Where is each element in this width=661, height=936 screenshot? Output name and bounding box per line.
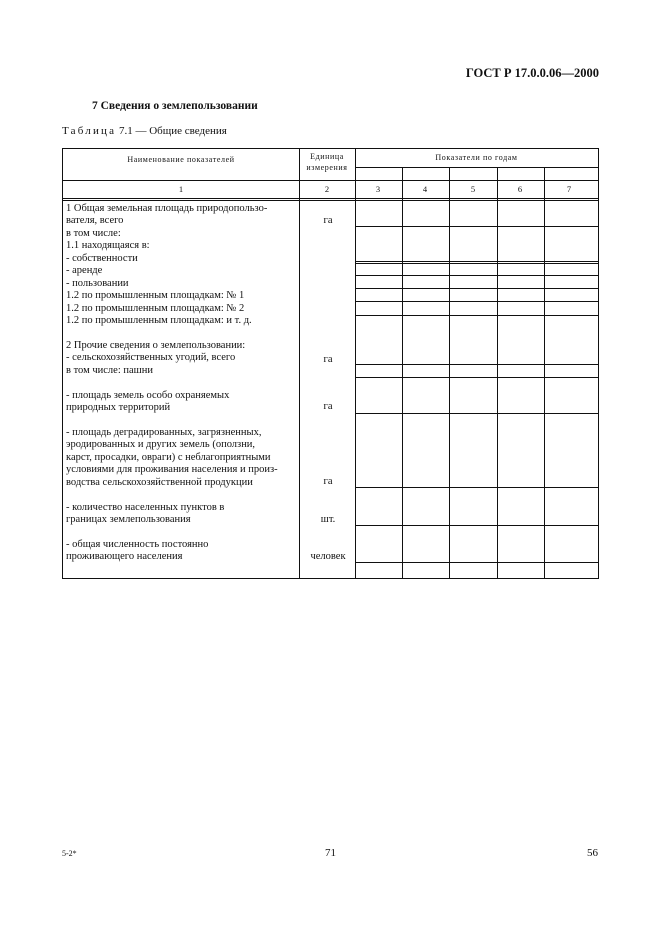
unit-cell: шт. <box>320 514 336 525</box>
row-divider <box>355 377 598 378</box>
row-text: 2 Прочие сведения о землепользовании: <box>66 340 246 351</box>
unit-cell: га <box>323 401 333 412</box>
row-text: - общая численность постоянно <box>66 539 209 550</box>
row-divider <box>355 288 598 289</box>
row-text: - площадь деградированных, загрязненных, <box>66 427 262 438</box>
row-divider <box>355 525 598 526</box>
row-divider <box>355 301 598 302</box>
general-info-table <box>62 148 599 579</box>
row-divider <box>355 226 598 227</box>
unit-cell: га <box>323 476 333 487</box>
row-text: карст, просадки, овраги) с неблагоприятными <box>66 452 271 463</box>
column-number: 7 <box>566 184 572 194</box>
row-text: водства сельскохозяйственной продукции <box>66 477 253 488</box>
row-divider <box>355 562 598 563</box>
row-text: - пользовании <box>66 278 129 289</box>
column-number: 6 <box>517 184 523 194</box>
column-header-years: Показатели по годам <box>435 153 518 162</box>
column-header-unit-line1: Единица <box>310 152 344 161</box>
row-divider <box>355 275 598 276</box>
column-number: 3 <box>375 184 381 194</box>
row-divider <box>63 200 598 201</box>
row-text: - собственности <box>66 253 138 264</box>
document-code: ГОСТ Р 17.0.0.06—2000 <box>465 66 599 80</box>
row-text: проживающего населения <box>66 551 183 562</box>
unit-cell: га <box>323 354 333 365</box>
footer-left-mark: 5-2* <box>62 849 77 858</box>
row-text: 1 Общая земельная площадь природопользо- <box>66 203 268 214</box>
column-divider <box>544 167 545 578</box>
column-header-unit-line2: измерения <box>306 163 348 172</box>
row-text: природных территорий <box>66 402 171 413</box>
footer-page-number: 71 <box>325 847 336 859</box>
unit-cell: га <box>323 215 333 226</box>
column-divider <box>402 167 403 578</box>
row-divider <box>63 180 598 181</box>
row-divider <box>355 487 598 488</box>
row-text: 1.2 по промышленным площадкам: и т. д. <box>66 315 252 326</box>
column-divider <box>497 167 498 578</box>
table-caption-label: Таблица <box>62 125 117 137</box>
table-caption <box>62 125 227 137</box>
column-divider <box>449 167 450 578</box>
column-number: 1 <box>178 184 184 194</box>
row-text: в том числе: пашни <box>66 365 153 376</box>
column-number: 5 <box>470 184 476 194</box>
column-number: 4 <box>422 184 428 194</box>
unit-cell: человек <box>310 551 346 562</box>
row-divider <box>355 261 598 262</box>
row-text: вателя, всего <box>66 215 124 226</box>
column-header-name: Наименование показателей <box>127 155 235 164</box>
row-text: - количество населенных пунктов в <box>66 502 225 513</box>
table-caption-text: 7.1 — Общие сведения <box>118 125 227 137</box>
row-text: 1.2 по промышленным площадкам: № 2 <box>66 303 245 314</box>
row-divider <box>63 198 598 199</box>
row-text: - площадь земель особо охраняемых <box>66 390 230 401</box>
column-number: 2 <box>324 184 330 194</box>
footer-right-number: 56 <box>587 847 598 859</box>
row-text: условиями для проживания населения и произ- <box>66 464 278 475</box>
section-title: 7 Сведения о землепользовании <box>92 100 258 112</box>
row-text: границах землепользования <box>66 514 191 525</box>
row-text: 1.1 находящаяся в: <box>66 240 150 251</box>
row-text: - аренде <box>66 265 103 276</box>
row-divider <box>355 263 598 264</box>
row-text: эродированных и других земель (оползни, <box>66 439 256 450</box>
row-divider <box>355 315 598 316</box>
row-divider <box>355 413 598 414</box>
row-divider <box>355 364 598 365</box>
row-text: в том числе: <box>66 228 121 239</box>
row-text: - сельскохозяйственных угодий, всего <box>66 352 236 363</box>
row-divider <box>355 167 598 168</box>
row-text: 1.2 по промышленным площадкам: № 1 <box>66 290 245 301</box>
